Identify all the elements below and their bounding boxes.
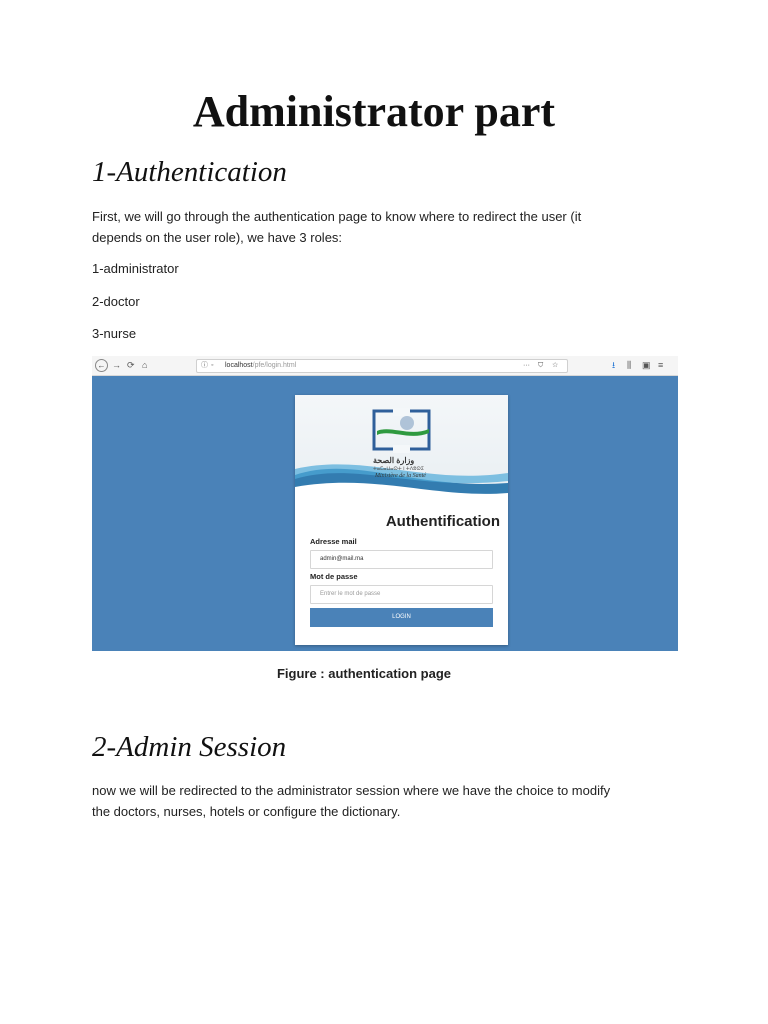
section-heading-authentication: 1-Authentication xyxy=(92,156,287,188)
more-icon[interactable]: ··· xyxy=(523,362,530,369)
library-icon[interactable]: ⫼ xyxy=(627,360,632,370)
back-icon[interactable]: ← xyxy=(95,359,108,372)
forward-icon[interactable]: → xyxy=(112,360,121,370)
form-title: Authentification xyxy=(385,513,500,530)
ministry-banner xyxy=(295,395,508,505)
pocket-icon[interactable]: ⛉ xyxy=(538,362,544,369)
login-card xyxy=(295,395,508,645)
document-title: Administrator part xyxy=(192,87,556,136)
logo-arabic-text: وزارة الصحة xyxy=(373,456,415,465)
section-heading-admin-session: 2-Admin Session xyxy=(92,731,287,763)
role-item: 2-doctor xyxy=(92,294,140,309)
url-path: /pfe/login.html xyxy=(252,362,297,369)
authentication-screenshot xyxy=(92,356,678,651)
authentication-intro xyxy=(92,206,682,248)
admin-session-line: now we will be redirected to the administrator session where we have the choice to modify xyxy=(92,783,611,798)
figure-caption: Figure : authentication page xyxy=(276,666,452,681)
banner-graphic xyxy=(295,395,508,505)
password-label: Mot de passe xyxy=(310,572,358,581)
url-text xyxy=(225,361,296,371)
reload-icon[interactable]: ⟳ xyxy=(127,360,135,370)
intro-line: First, we will go through the authentication page to know where to redirect the user (it xyxy=(92,209,582,224)
download-icon[interactable]: ⭳ xyxy=(612,360,616,370)
url-bar[interactable] xyxy=(196,359,568,373)
logo-french-text: Ministère de la Santé xyxy=(375,473,426,479)
intro-line: depends on the user role), we have 3 roles: xyxy=(92,230,343,245)
info-icon[interactable]: ⓘ xyxy=(201,362,208,369)
home-icon[interactable]: ⌂ xyxy=(142,360,148,370)
email-value: admin@mail.ma xyxy=(320,556,364,562)
password-placeholder: Entrer le mot de passe xyxy=(320,591,381,597)
admin-session-text xyxy=(92,780,682,822)
url-host: localhost xyxy=(225,362,253,369)
password-field[interactable] xyxy=(310,585,493,604)
email-field[interactable] xyxy=(310,550,493,569)
browser-toolbar xyxy=(92,356,678,376)
lock-icon: ◦ xyxy=(211,362,214,369)
email-label: Adresse mail xyxy=(310,537,357,546)
menu-icon[interactable]: ≡ xyxy=(658,360,664,370)
star-icon[interactable]: ☆ xyxy=(552,362,559,369)
role-item: 3-nurse xyxy=(92,326,137,341)
login-button[interactable]: LOGIN xyxy=(310,608,493,627)
role-item: 1-administrator xyxy=(92,261,179,276)
logo-tifinagh-text: ⵜⴰⵎⴰⵡⴰⵙⵜ ⵏ ⵜⴷⵓⵙⵉ xyxy=(373,466,424,472)
sidebar-icon[interactable]: ▣ xyxy=(642,360,651,370)
admin-session-line: the doctors, nurses, hotels or configure the dictionary. xyxy=(92,804,401,819)
